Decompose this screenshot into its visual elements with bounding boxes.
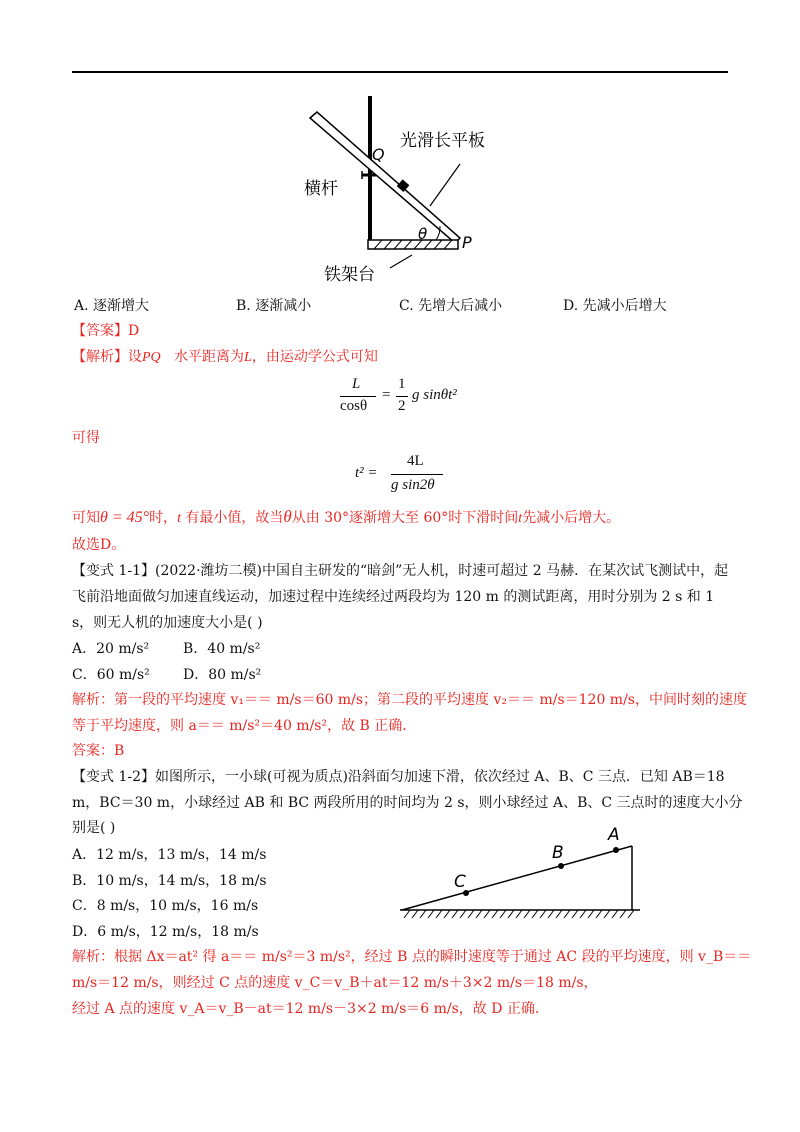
conclusion-t2: t	[518, 511, 523, 526]
q1-option-d: D. 先减小后增大	[563, 298, 667, 314]
label-Q: Q	[372, 145, 385, 164]
equation-2	[355, 453, 475, 501]
eq1-den: cosθ	[340, 398, 368, 414]
label-board: 光滑长平板	[400, 131, 485, 151]
q1-analysis	[72, 347, 378, 368]
v12-solution-line1: 解析：根据 Δx＝at² 得 a＝＝ m/s²＝3 m/s²，经过 B 点的瞬时速度等于通过 AC 段的平均速度，则 v_B＝＝	[72, 949, 752, 965]
conclusion-theta: θ = 45°	[100, 509, 150, 526]
equation-1: L cosθ = 1 2 g sinθt²	[340, 376, 457, 414]
v12-line2: m，BC＝30 m，小球经过 AB 和 BC 两段所用的时间均为 2 s，则小球经过 A、B、C 三点时的速度大小分	[72, 795, 743, 811]
v11-option-c: C．60 m/s²	[72, 667, 150, 683]
v12-option-a: A．12 m/s，13 m/s，14 m/s	[72, 847, 267, 863]
label-A: A	[608, 825, 620, 845]
conclusion-theta2: θ	[283, 507, 292, 526]
v11-option-d: D．80 m/s²	[183, 667, 262, 683]
v12-line3: 别是( )	[72, 820, 116, 836]
v11-solution-line2: 等于平均速度，则 a＝＝ m/s²＝40 m/s²，故 B 正确．	[72, 718, 417, 734]
conclusion-a: 可知	[72, 510, 100, 526]
incline-surface	[402, 846, 632, 910]
label-bar: 横杆	[304, 179, 338, 199]
q1-conclusion	[72, 507, 620, 529]
conclusion-b: 时，	[149, 510, 178, 526]
analysis-lead: 【解析】设	[72, 349, 142, 365]
v11-option-a: A．20 m/s²	[72, 641, 150, 657]
label-P: P	[462, 233, 472, 252]
analysis-tail: ，由运动学公式可知	[251, 349, 378, 365]
v12-solution-line2: m/s＝12 m/s，则经过 C 点的速度 v_C＝v_B＋at＝12 m/s＋3×2 m/s＝18 m/s，	[72, 975, 598, 991]
v11-option-b: B．40 m/s²	[183, 641, 261, 657]
v11-line1: 【变式 1-1】(2022·潍坊二模)中国自主研发的“暗剑”无人机，时速可超过 2 马赫．在某次试飞测试中，起	[72, 563, 729, 579]
header-rule	[72, 71, 728, 73]
analysis-mid: 水平距离为	[174, 349, 245, 365]
conclusion-t: t	[177, 511, 181, 526]
eq1-rhs-num: 1	[398, 376, 406, 392]
v12-solution-line3: 经过 A 点的速度 v_A＝v_B－at＝12 m/s－3×2 m/s＝6 m/s，故 D 正确．	[72, 1001, 549, 1017]
v11-line2: 飞前沿地面做匀加速直线运动，加速过程中连续经过两段均为 120 m 的测试距离，用时分别为 2 s 和 1	[72, 589, 715, 605]
v11-solution-line1: 解析：第一段的平均速度 v₁＝＝ m/s＝60 m/s；第二段的平均速度 v₂＝＝ m/s＝120 m/s，中间时刻的速度	[72, 692, 747, 708]
eq1-num: L	[352, 376, 361, 392]
conclusion-e: 先减小后增大。	[522, 510, 621, 526]
point-B	[558, 863, 564, 869]
figure-incline	[396, 822, 646, 924]
q1-option-a: A. 逐渐增大	[74, 298, 150, 314]
eq2-den: g sin2θ	[391, 477, 435, 493]
v11-line3: s，则无人机的加速度大小是( )	[72, 615, 263, 631]
v12-option-b: B．10 m/s，14 m/s，18 m/s	[72, 873, 267, 889]
v11-answer: 答案：B	[72, 743, 125, 759]
label-C: C	[454, 872, 466, 892]
eq1-rhs-den: 2	[398, 398, 406, 414]
analysis-pq: PQ	[142, 350, 161, 365]
eq2-lhs: t² =	[355, 465, 378, 481]
q1-option-c: C. 先增大后减小	[399, 298, 503, 314]
stand-base	[368, 240, 458, 249]
label-B: B	[552, 843, 564, 863]
q1-answer: 【答案】D	[72, 323, 140, 339]
v12-option-d: D．6 m/s，12 m/s，18 m/s	[72, 924, 259, 940]
q1-final: 故选D。	[72, 537, 126, 553]
q1-then: 可得	[72, 430, 100, 446]
analysis-L: L	[244, 350, 252, 365]
conclusion-d: 从由 30°逐渐增大至 60°时下滑时间	[291, 510, 519, 526]
figure-inclined-board	[290, 90, 510, 285]
eq1-rhs: g sinθt²	[412, 387, 457, 403]
v12-line1: 【变式 1-2】如图所示，一小球(可视为质点)沿斜面匀加速下滑，依次经过 A、B、C 三点．已知 AB＝18	[72, 769, 725, 785]
eq2-num: 4L	[407, 453, 424, 469]
conclusion-c: 有最小值，故当	[180, 510, 284, 526]
point-A	[613, 847, 619, 853]
label-stand: 铁架台	[324, 265, 375, 285]
v12-option-c: C．8 m/s，10 m/s，16 m/s	[72, 898, 259, 914]
q1-option-b: B. 逐渐减小	[236, 298, 312, 314]
label-theta: θ	[418, 225, 428, 243]
